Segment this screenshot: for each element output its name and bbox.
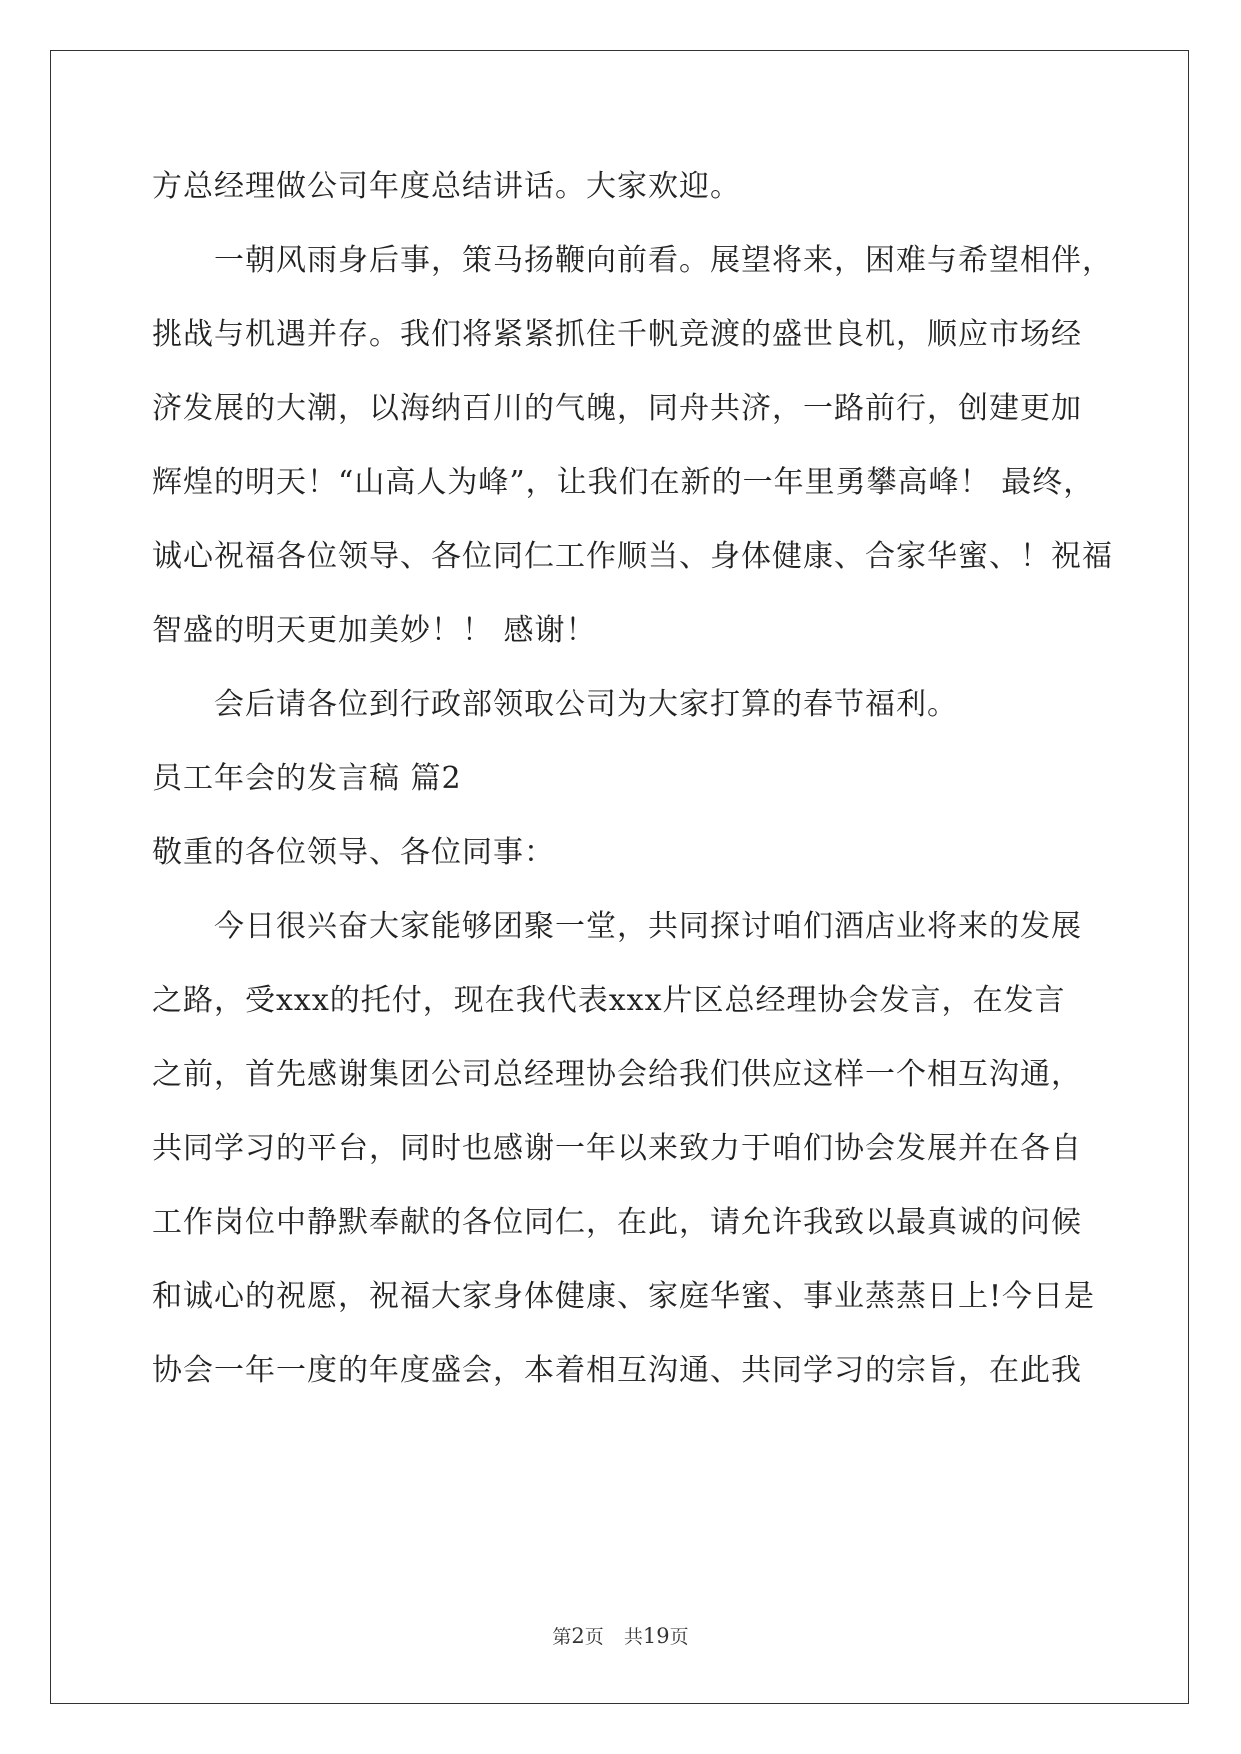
- text-line-15: 工作岗位中静默奉献的各位同仁，在此，请允许我致以最真诚的问候: [152, 1205, 1082, 1240]
- text-line-2: 一朝风雨身后事，策马扬鞭向前看。展望将来，困难与希望相伴，: [214, 243, 1113, 278]
- total-suffix: 页: [669, 1626, 689, 1648]
- text-line-14: 共同学习的平台，同时也感谢一年以来致力于咱们协会发展并在各自: [152, 1131, 1082, 1166]
- text-line-17: 协会一年一度的年度盛会，本着相互沟通、共同学习的宗旨，在此我: [152, 1353, 1082, 1388]
- text-line-6: 诚心祝福各位领导、各位同仁工作顺当、身体健康、合家华蜜、！祝福: [152, 539, 1113, 574]
- document-body: [152, 165, 1113, 1423]
- total-page-count: 19: [642, 1624, 670, 1648]
- text-line-16: 和诚心的祝愿，祝福大家身体健康、家庭华蜜、事业蒸蒸日上!今日是: [152, 1279, 1096, 1314]
- page-prefix: 第: [552, 1626, 572, 1648]
- text-line-11: 今日很兴奋大家能够团聚一堂，共同探讨咱们酒店业将来的发展: [214, 909, 1082, 944]
- text-line-8: 会后请各位到行政部领取公司为大家打算的春节福利。: [214, 687, 958, 722]
- current-page-number: 2: [571, 1624, 585, 1648]
- text-line-5: 辉煌的明天！“山高人为峰”，让我们在新的一年里勇攀高峰！ 最终，: [152, 465, 1095, 500]
- text-line-1: 方总经理做公司年度总结讲话。大家欢迎。: [152, 169, 741, 204]
- salutation: 敬重的各位领导、各位同事：: [152, 835, 555, 870]
- section-heading: 员工年会的发言稿 篇2: [152, 761, 462, 796]
- text-line-12: 之路，受xxx的托付，现在我代表xxx片区总经理协会发言，在发言: [152, 983, 1066, 1018]
- page-suffix: 页: [584, 1626, 604, 1648]
- text-line-7: 智盛的明天更加美妙！！ 感谢！: [152, 613, 597, 648]
- page-footer: [0, 1624, 1241, 1649]
- total-prefix: 共: [623, 1626, 643, 1648]
- text-line-4: 济发展的大潮，以海纳百川的气魄，同舟共济，一路前行，创建更加: [152, 391, 1082, 426]
- text-line-3: 挑战与机遇并存。我们将紧紧抓住千帆竞渡的盛世良机，顺应市场经: [152, 317, 1082, 352]
- text-line-13: 之前，首先感谢集团公司总经理协会给我们供应这样一个相互沟通，: [152, 1057, 1082, 1092]
